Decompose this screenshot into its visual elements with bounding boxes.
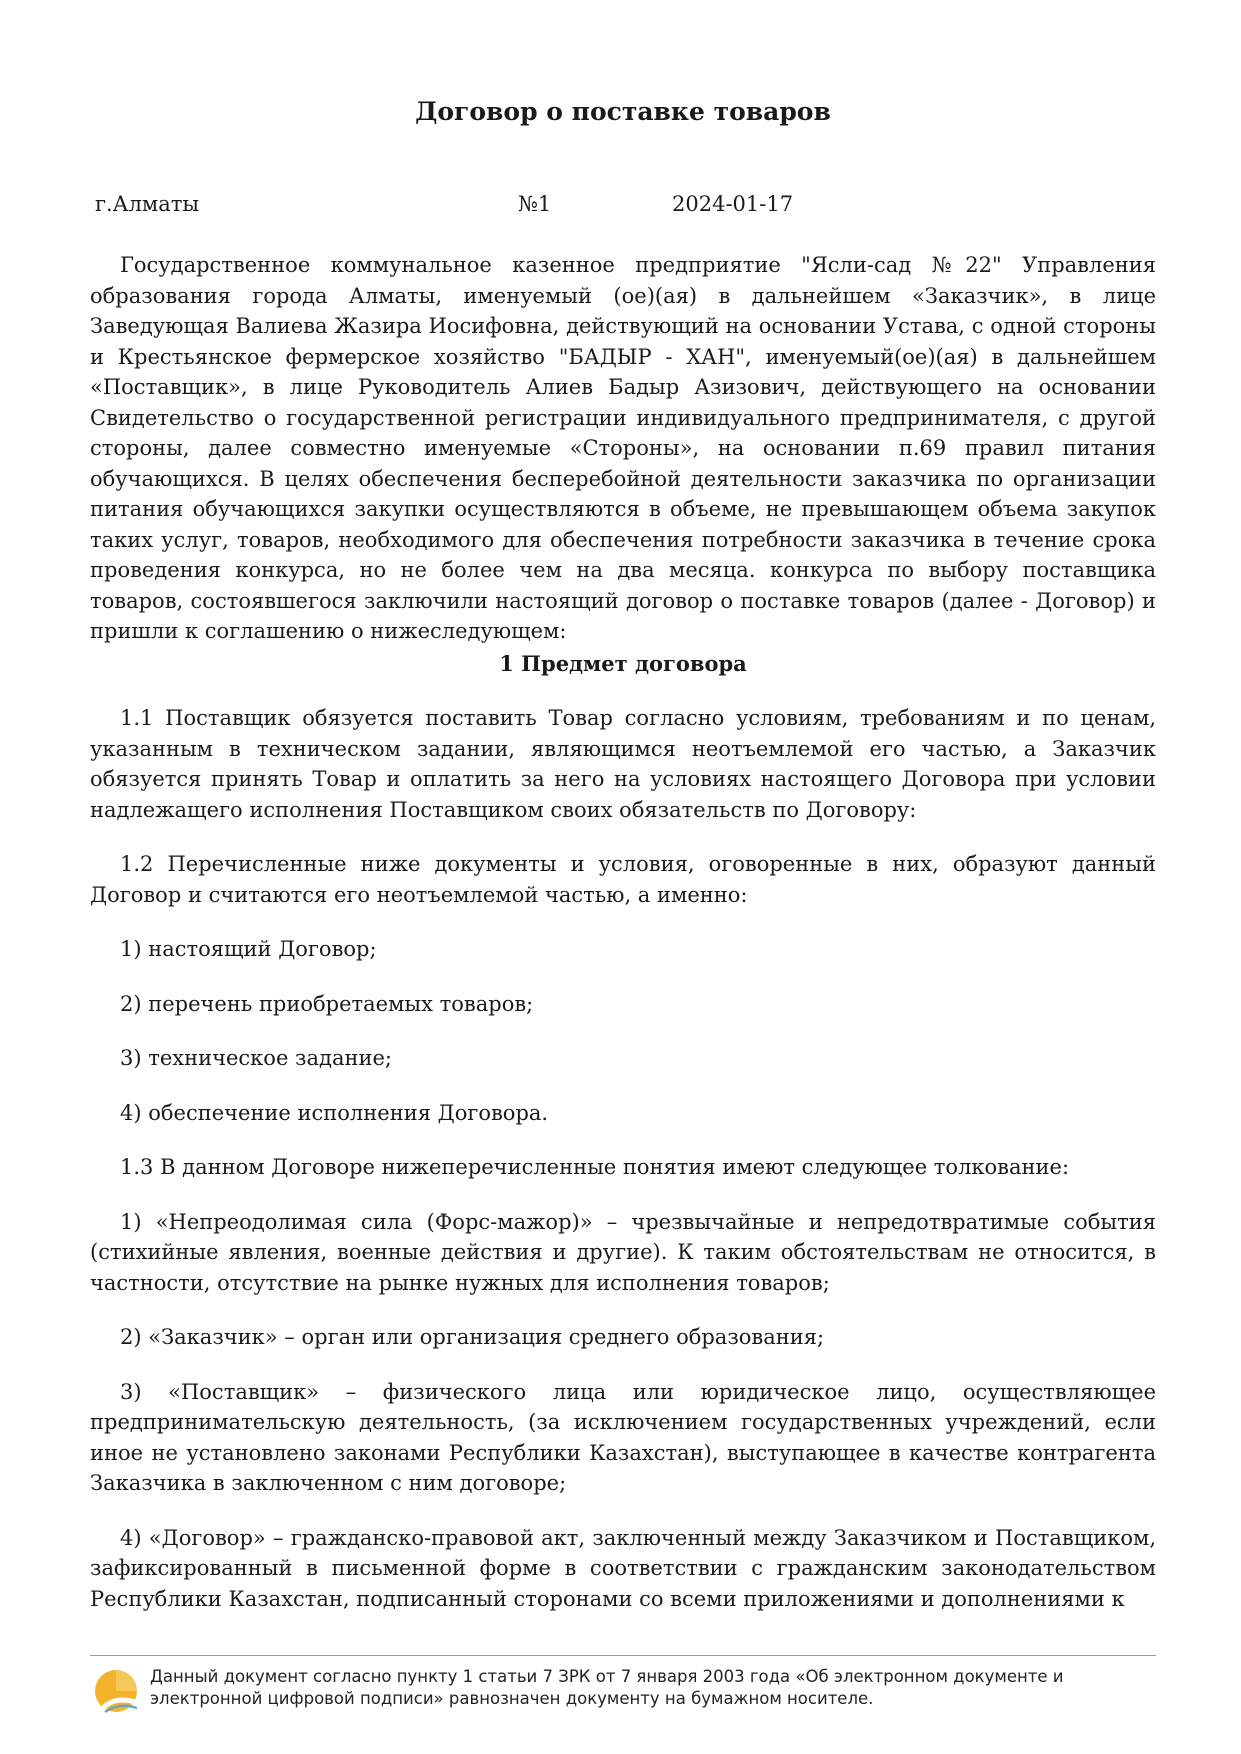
- clause-1-3: 1.3 В данном Договоре нижеперечисленные понятия имеют следующее толкование:: [120, 1155, 1070, 1179]
- e-document-seal-icon: [93, 1668, 139, 1714]
- intro-paragraph: Государственное коммунальное казенное предприятие "Ясли-сад №22" Управления образования города Алматы, именуемый (ое)(ая) в дальнейшем «Заказчик», в лице Заведующая Валиева Жазира Иосифовна, действующий на основании Устава, с одной стороны и Крестьянское фермерское хозяйство "БАДЫР - ХАН", именуемый(ое)(ая) в дальнейшем «Поставщик», в лице Руководитель Алиев Бадыр Азизович, действующего на основании Свидетельство о государственной регистрации индивидуального предпринимателя, с другой стороны, далее совместно именуемые «Стороны», на основании п.69 правил питания обучающихся. В целях обеспечения бесперебойной деятельности заказчика по организации питания обучающихся закупки осуществляются в объеме, не превышающем объема закупок таких услуг, товаров, необходимого для обеспечения потребности заказчика в течение срока проведения конкурса, но не более чем на два месяца. конкурса по выбору поставщика товаров, состоявшегося заключили настоящий договор о поставке товаров (далее - Договор) и пришли к соглашению о нижеследующем:: [90, 253, 1156, 643]
- doc-list-item: 2) перечень приобретаемых товаров;: [120, 991, 534, 1016]
- document-city: г.Алматы: [95, 192, 200, 216]
- footer-divider: [90, 1655, 1156, 1656]
- doc-list-item: 4) обеспечение исполнения Договора.: [120, 1100, 549, 1125]
- term-item: 1) «Непреодолимая сила (Форс-мажор)» – чрезвычайные и непредотвратимые события (стихийные явления, военные действия и другие). К таким обстоятельствам не относится, в частности, отсутствие на рынке нужных для исполнения товаров;: [90, 1209, 1156, 1295]
- term-item: 4) «Договор» – гражданско-правовой акт, заключенный между Заказчиком и Поставщиком, зафиксированный в письменной форме в соответствии с гражданским законодательством Республики Казахстан, подписанный сторонами со всеми приложениями и дополнениями к: [90, 1525, 1156, 1611]
- document-title: Договор о поставке товаров: [415, 97, 831, 126]
- clause-1-2: 1.2 Перечисленные ниже документы и условия, оговоренные в них, образуют данный Договор и считаются его неотъемлемой частью, а именно:: [90, 852, 1156, 907]
- document-page: [90, 0, 1156, 1754]
- document-meta: [90, 189, 1156, 219]
- term-item: 3) «Поставщик» – физического лица или юридическое лицо, осуществляющее предпринимательскую деятельность, (за исключением государственных учреждений, если иное не установлено законами Республики Казахстан), выступающее в качестве контрагента Заказчика в заключенном с ним договоре;: [90, 1379, 1156, 1495]
- section-heading: 1 Предмет договора: [499, 650, 747, 676]
- document-body: [90, 250, 1156, 1614]
- doc-list-item: 3) техническое задание;: [120, 1046, 392, 1070]
- footer: [90, 1664, 1156, 1724]
- footer-legal-notice: Данный документ согласно пункту 1 статьи 7 ЗРК от 7 января 2003 года «Об электронном документе и электронной цифровой подписи» равнозначен документу на бумажном носителе.: [150, 1667, 1064, 1708]
- document-date: 2024-01-17: [672, 192, 794, 216]
- document-number: №1: [518, 192, 552, 216]
- term-item: 2) «Заказчик» – орган или организация среднего образования;: [120, 1325, 825, 1349]
- clause-1-1: 1.1 Поставщик обязуется поставить Товар согласно условиям, требованиям и по ценам, указанным в техническом задании, являющимся неотъемлемой его частью, а Заказчик обязуется принять Товар и оплатить за него на условиях настоящего Договора при условии надлежащего исполнения Поставщиком своих обязательств по Договору:: [90, 706, 1156, 822]
- doc-list-item: 1) настоящий Договор;: [120, 937, 377, 961]
